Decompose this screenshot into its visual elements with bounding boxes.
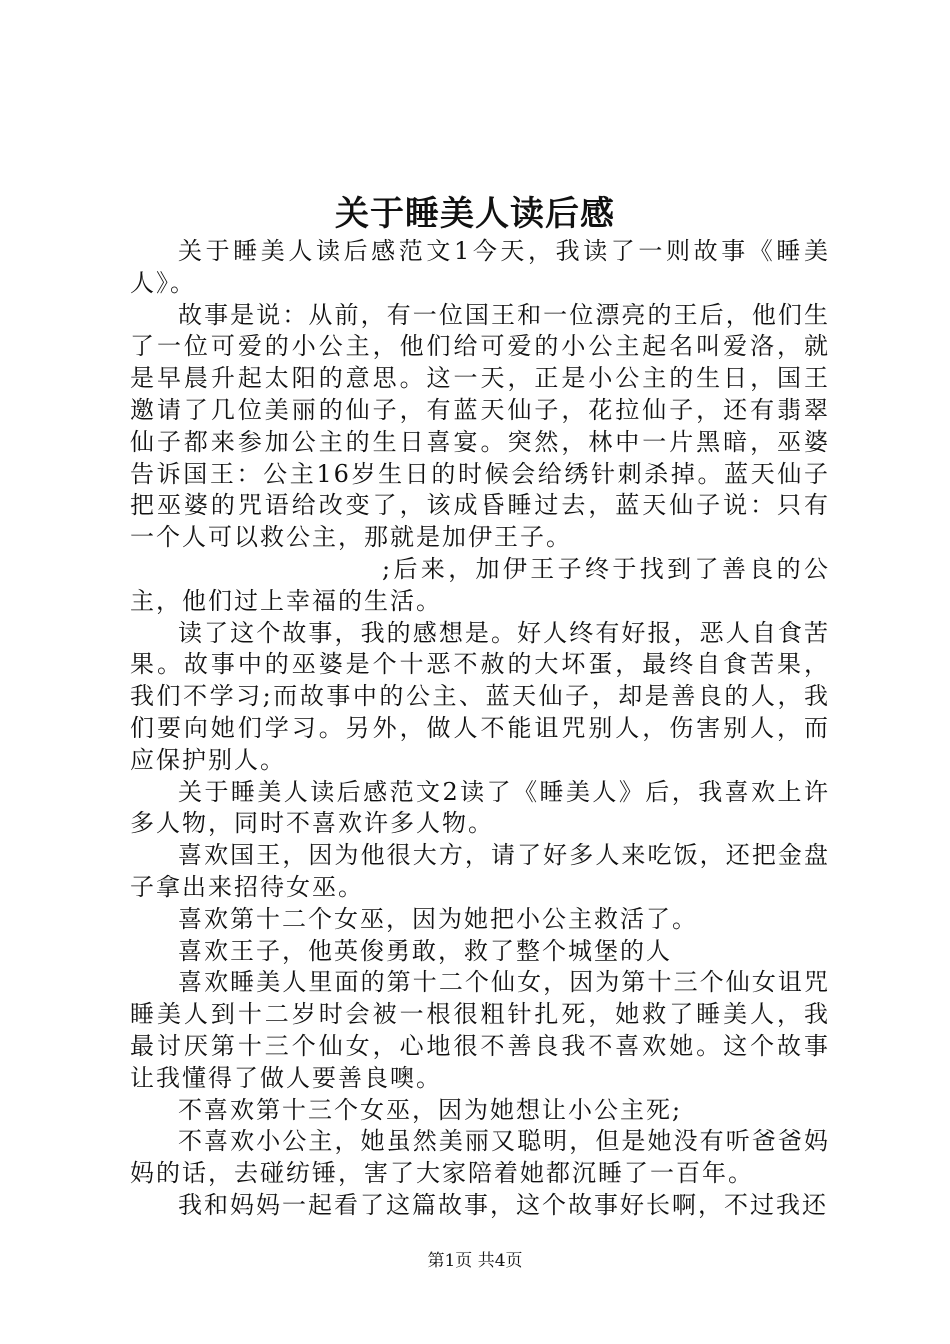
paragraph: 喜欢王子，他英俊勇敢，救了整个城堡的人 — [178, 936, 672, 965]
page-footer: 第1页 共4页 — [427, 1251, 523, 1271]
document-body — [130, 236, 830, 1222]
paragraph: 喜欢睡美人里面的第十二个仙女，因为第十三个仙女诅咒睡美人到十二岁时会被一根很粗针扎死，她救了睡美人，我最讨厌第十三个仙女，心地很不善良我不喜欢她。这个故事让我懂得了做人要善良噢。 — [130, 968, 830, 1092]
paragraph: 我和妈妈一起看了这篇故事，这个故事好长啊，不过我还 — [178, 1190, 828, 1219]
paragraph: 读了这个故事，我的感想是。好人终有好报，恶人自食苦果。故事中的巫婆是个十恶不赦的大坏蛋，最终自食苦果，我们不学习;而故事中的公主、蓝天仙子，却是善良的人，我们要向她们学习。另外，做人不能诅咒别人，伤害别人，而应保护别人。 — [130, 618, 830, 774]
paragraph: 喜欢国王，因为他很大方，请了好多人来吃饭，还把金盘子拿出来招待女巫。 — [130, 841, 830, 901]
paragraph: 喜欢第十二个女巫，因为她把小公主救活了。 — [178, 904, 698, 933]
paragraph: 不喜欢第十三个女巫，因为她想让小公主死; — [178, 1095, 683, 1124]
document-title: 关于睡美人读后感 — [335, 194, 615, 234]
paragraph: 不喜欢小公主，她虽然美丽又聪明，但是她没有听爸爸妈妈的话，去碰纺锤，害了大家陪着她都沉睡了一百年。 — [130, 1127, 830, 1188]
paragraph: 关于睡美人读后感范文1今天，我读了一则故事《睡美人》。 — [130, 237, 830, 297]
paragraph: ;后来，加伊王子终于找到了善良的公主，他们过上幸福的生活。 — [130, 554, 830, 615]
paragraph: 故事是说：从前，有一位国王和一位漂亮的王后，他们生了一位可爱的小公主，他们给可爱的小公主起名叫爱洛，就是早晨升起太阳的意思。这一天，正是小公主的生日，国王邀请了几位美丽的仙子，有蓝天仙子，花拉仙子，还有翡翠仙子都来参加公主的生日喜宴。突然，林中一片黑暗，巫婆告诉国王：公主16岁生日的时候会给绣针刺杀掉。蓝天仙子把巫婆的咒语给改变了，该成昏睡过去，蓝天仙子说：只有一个人可以救公主，那就是加伊王子。 — [130, 300, 830, 552]
paragraph: 关于睡美人读后感范文2读了《睡美人》后，我喜欢上许多人物，同时不喜欢许多人物。 — [130, 777, 830, 838]
